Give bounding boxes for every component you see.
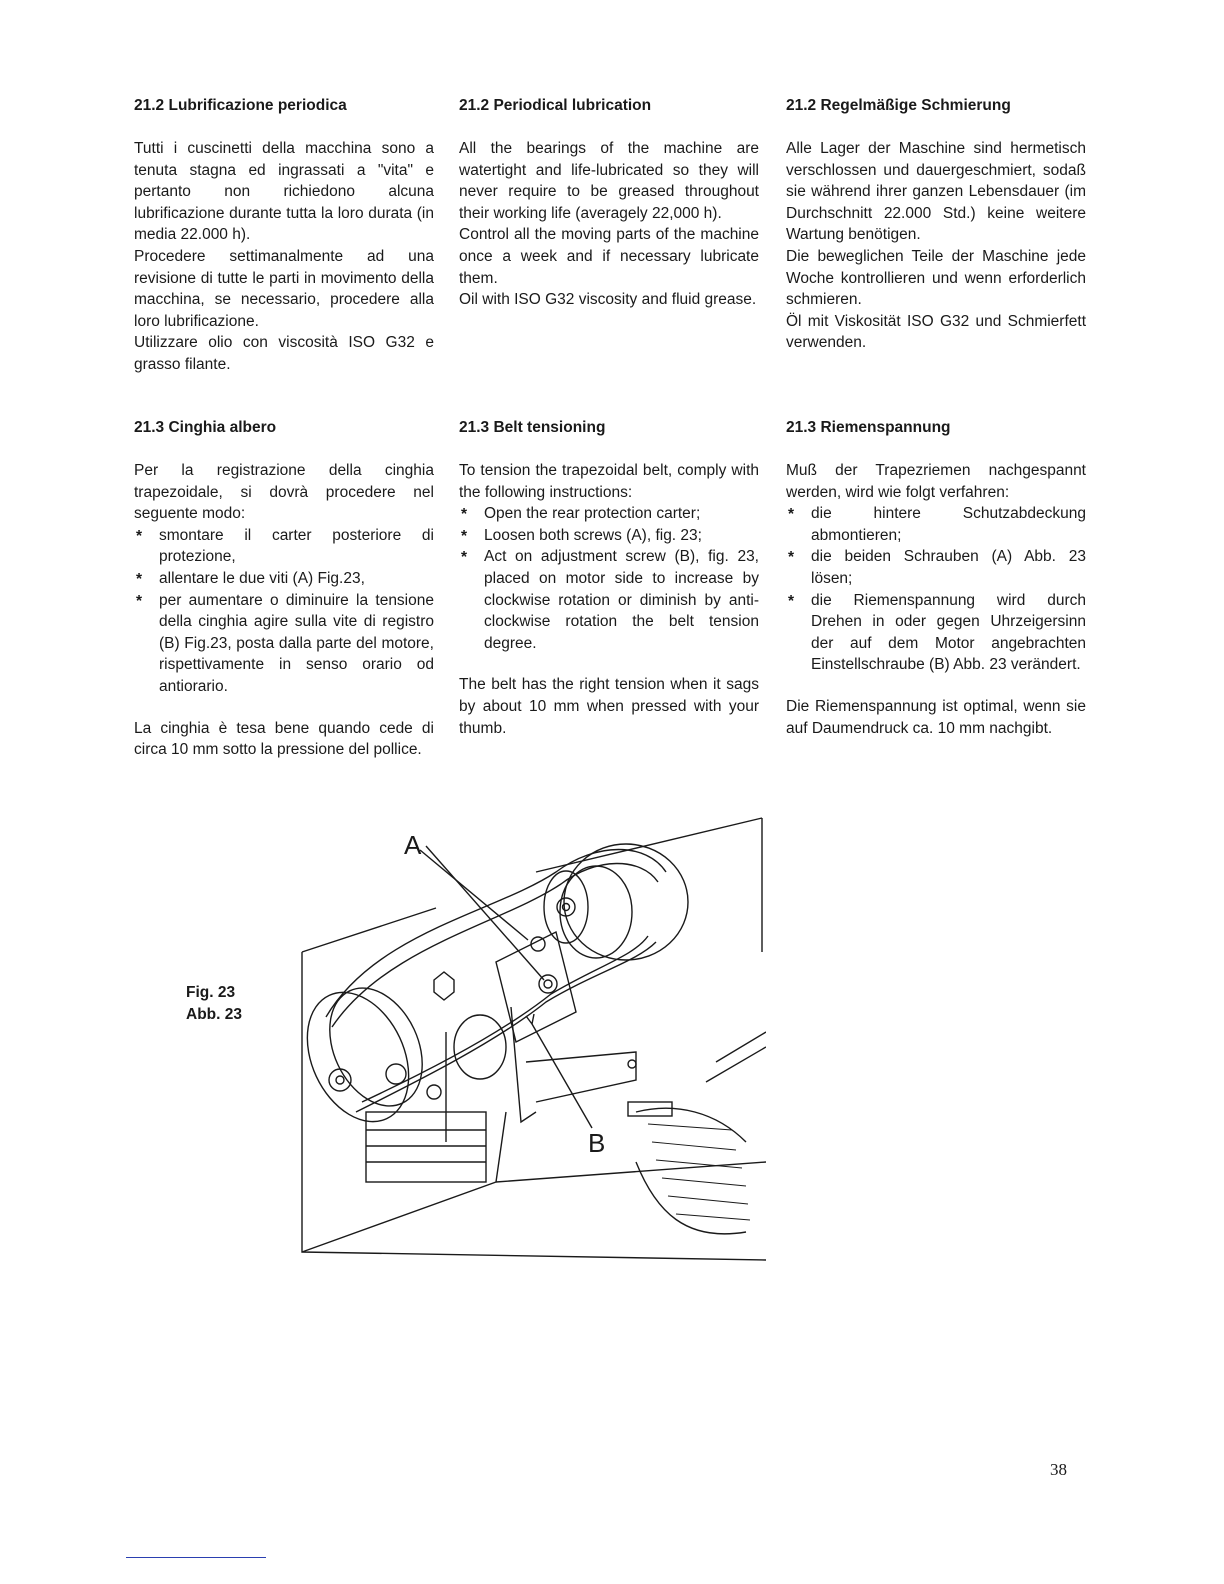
paragraph: To tension the trapezoidal belt, comply with the following instructions: — [459, 462, 759, 501]
label-b: B — [588, 1128, 606, 1158]
belt-section-it — [134, 418, 434, 761]
section-title: 21.3 Cinghia albero — [134, 419, 277, 436]
list-item: * Open the rear protection carter; — [459, 503, 759, 525]
paragraph: Alle Lager der Maschine sind hermetisch verschlossen und dauergeschmiert, sodaß sie während ihrer ganzen Lebensdauer (im Durchschnitt 22.000 Std.) keine weitere Wartung benötigen. — [786, 140, 1086, 244]
section-title: 21.2 Regelmäßige Schmierung — [786, 97, 1011, 114]
list-item: * per aumentare o diminuire la tensione della cinghia agire sulla vite di registro (B) Fig.23, posta dalla parte del motore, rispettivamente in senso orario od antiorario. — [134, 590, 434, 698]
list-item: * die Riemenspannung wird durch Drehen in oder gegen Uhrzeigersinn der auf dem Motor angebrachten Einstellschraube (B) Abb. 23 verändert. — [786, 590, 1086, 676]
paragraph: Muß der Trapezriemen nachgespannt werden, wird wie folgt verfahren: — [786, 462, 1086, 501]
list-item: * smontare il carter posteriore di protezione, — [134, 525, 434, 568]
paragraph: Procedere settimanalmente ad una revisione di tutte le parti in movimento della macchina, se necessario, procedere alla loro lubrificazione. — [134, 247, 434, 330]
lubrication-section-it — [134, 96, 434, 376]
paragraph: Die Riemenspannung ist optimal, wenn sie auf Daumendruck ca. 10 mm nachgibt. — [786, 697, 1086, 737]
list-item: * die beiden Schrauben (A) Abb. 23 lösen; — [786, 546, 1086, 589]
lubrication-section-en — [459, 96, 759, 311]
step-list — [134, 525, 434, 698]
paragraph: All the bearings of the machine are watertight and life-lubricated so they will never require to be greased throughout their working life (averagely 22,000 h). — [459, 140, 759, 222]
step-list — [786, 503, 1086, 676]
belt-drive-figure — [296, 812, 766, 1272]
paragraph: Die beweglichen Teile der Maschine jede Woche kontrollieren und wenn erforderlich schmieren. — [786, 247, 1086, 309]
belt-section-en — [459, 418, 759, 739]
section-title: 21.2 Lubrificazione periodica — [134, 97, 347, 114]
list-item: * Act on adjustment screw (B), fig. 23, placed on motor side to increase by clockwise rotation or diminish by anti-clockwise rotation the belt tension degree. — [459, 546, 759, 654]
paragraph: Per la registrazione della cinghia trapezoidale, si dovrà procedere nel seguente modo: — [134, 462, 434, 523]
paragraph: Control all the moving parts of the machine once a week and if necessary lubricate them. — [459, 226, 759, 287]
page-number: 38 — [1050, 1460, 1067, 1479]
section-title: 21.3 Riemenspannung — [786, 419, 951, 436]
paragraph: Utilizzare olio con viscosità ISO G32 e grasso filante. — [134, 334, 434, 373]
lubrication-section-de — [786, 96, 1086, 354]
paragraph: Oil with ISO G32 viscosity and fluid grease. — [459, 291, 757, 309]
list-item: * Loosen both screws (A), fig. 23; — [459, 525, 759, 547]
list-item: * die hintere Schutzabdeckung abmontieren; — [786, 503, 1086, 546]
list-item: * allentare le due viti (A) Fig.23, — [134, 568, 434, 590]
section-title: 21.2 Periodical lubrication — [459, 97, 652, 114]
paragraph: La cinghia è tesa bene quando cede di circa 10 mm sotto la pressione del pollice. — [134, 719, 434, 759]
section-title: 21.3 Belt tensioning — [459, 419, 606, 436]
figure-caption-de: Abb. 23 — [186, 1006, 242, 1023]
paragraph: Öl mit Viskosität ISO G32 und Schmierfett verwenden. — [786, 312, 1086, 352]
paragraph: Tutti i cuscinetti della macchina sono a tenuta stagna ed ingrassati a "vita" e pertanto non richiedono alcuna lubrificazione durante tutta la loro durata (in media 22.000 h). — [134, 140, 434, 244]
footer-rule — [126, 1557, 266, 1558]
figure-caption — [186, 982, 242, 1026]
belt-section-de — [786, 418, 1086, 739]
figure-caption-it: Fig. 23 — [186, 984, 236, 1001]
label-a: A — [404, 830, 422, 860]
paragraph: The belt has the right tension when it sags by about 10 mm when pressed with your thumb. — [459, 676, 759, 737]
step-list — [459, 503, 759, 654]
